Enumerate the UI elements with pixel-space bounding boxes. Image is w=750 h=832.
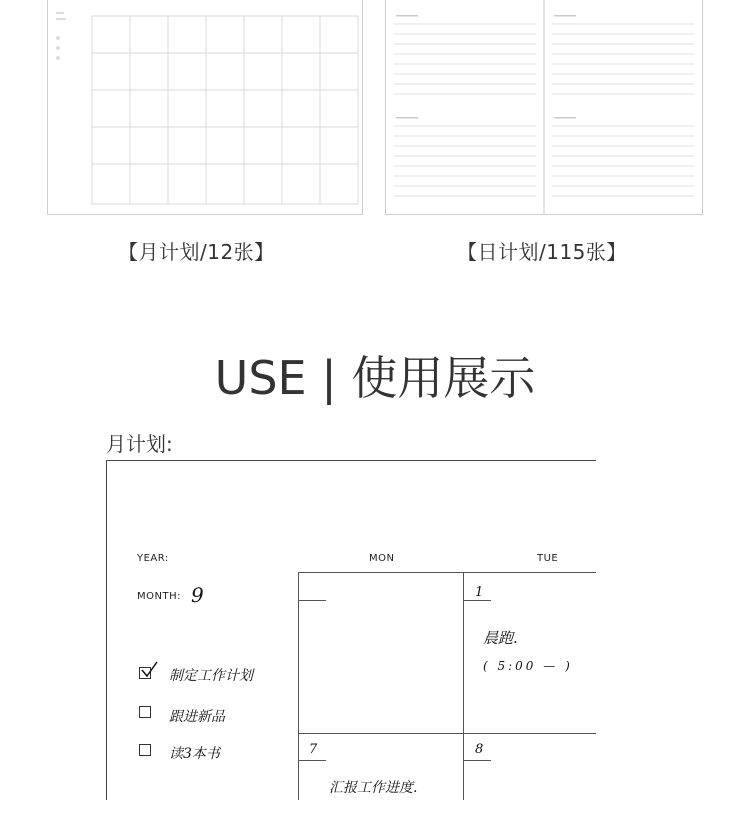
day-plan-thumbnail-preview xyxy=(386,0,704,215)
day-header-mon: MON xyxy=(369,553,395,564)
cell-date-7: 7 xyxy=(309,742,318,757)
month-plan-caption: 【月计划/12张】 xyxy=(118,240,275,264)
date-underline xyxy=(298,760,326,761)
cell-date-8: 8 xyxy=(475,742,484,757)
todo-checkbox[interactable] xyxy=(139,744,151,756)
todo-item: 读3本书 xyxy=(169,746,220,762)
cell-note: 晨跑. xyxy=(483,629,518,647)
month-value: 9 xyxy=(191,583,204,607)
month-plan-thumbnail-preview xyxy=(48,0,364,215)
todo-item: 跟进新品 xyxy=(169,709,225,725)
month-plan-example-sheet xyxy=(106,460,596,800)
day-plan-caption: 【日计划/115张】 xyxy=(457,240,627,264)
grid-row-line xyxy=(298,733,596,734)
cell-note: ( 5:00 — ) xyxy=(483,659,573,673)
todo-item: 制定工作计划 xyxy=(169,668,253,684)
date-underline xyxy=(463,600,491,601)
date-underline xyxy=(298,600,326,601)
check-mark-icon xyxy=(140,661,158,679)
month-plan-thumbnail xyxy=(47,0,363,215)
cell-date-1: 1 xyxy=(475,585,484,600)
date-underline xyxy=(463,760,491,761)
year-label: YEAR: xyxy=(137,553,169,564)
day-header-tue: TUE xyxy=(537,553,559,564)
grid-top-line xyxy=(298,572,596,573)
todo-checkbox[interactable] xyxy=(139,706,151,718)
grid-left-line xyxy=(298,572,299,800)
cell-note: 汇报工作进度. xyxy=(329,780,418,796)
month-label: MONTH: xyxy=(137,591,181,602)
grid-mid-line xyxy=(463,572,464,800)
month-plan-section-label: 月计划: xyxy=(106,432,173,456)
use-section-title: USE | 使用展示 xyxy=(214,351,536,405)
day-plan-thumbnail xyxy=(385,0,703,215)
